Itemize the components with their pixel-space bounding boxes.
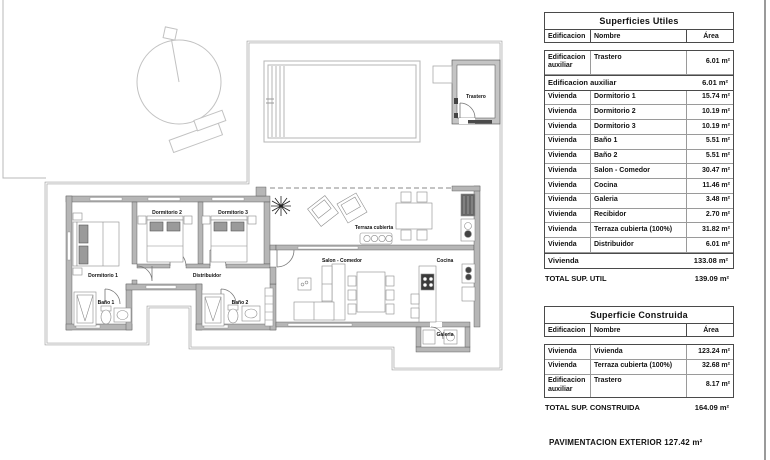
cell-edificacion: Vivienda [545,209,591,223]
col-header-area: Área [703,32,719,40]
subtotal-value: 6.01 m² [702,78,728,87]
table-superficies-utiles [544,12,734,285]
pavimentacion-note: PAVIMENTACION EXTERIOR 127.42 m² [549,438,703,447]
kitchen-furniture [411,264,475,322]
table-row [545,135,733,150]
plant-icon [271,196,291,216]
cell-area: 11.46 m² [702,181,730,189]
room-label-dormitorio1: Dormitorio 1 [88,273,118,279]
cell-edificacion: Edificacion auxiliar [545,51,591,74]
table-header [544,30,734,43]
street-edge-line [3,0,46,178]
cell-area: 123.24 m² [698,347,730,355]
subtotal-row [545,75,733,90]
cell-nombre: Baño 2 [591,150,687,164]
total-label: TOTAL SUP. CONSTRUIDA [545,403,640,412]
cell-nombre: Dormitorio 1 [591,91,687,105]
table-header [544,324,734,337]
table-row [545,194,733,209]
room-label-banio2: Baño 2 [231,300,249,306]
total-row [544,398,734,414]
cell-nombre: Salon - Comedor [591,164,687,178]
cell-area: 10.19 m² [701,107,730,115]
room-label-trastero: Trastero [466,94,486,100]
total-label: TOTAL SUP. UTIL [545,273,607,283]
cell-nombre: Cocina [591,179,687,193]
cell-edificacion: Vivienda [545,150,591,164]
total-value: 139.09 m² [694,273,729,283]
cell-area: 8.17 m² [705,381,730,389]
cell-edificacion: Vivienda [545,238,591,252]
table-row [545,209,733,224]
table-title: Superficie Construida [544,306,734,324]
total-value: 164.09 m² [694,403,729,412]
cell-edificacion: Vivienda [545,135,591,149]
lounge-chair-icon [308,196,339,227]
cell-area: 2.70 m² [705,211,730,218]
dining-table-icon [348,272,394,314]
cell-nombre: Vivienda [591,345,687,359]
room-label-dormitorio2: Dormitorio 2 [152,210,182,216]
bathroom1-fixtures [74,292,131,326]
table-row [545,150,733,165]
trastero-room [433,60,500,124]
subtotal-value: 133.08 m² [693,256,728,266]
table-row [545,51,733,75]
cell-edificacion: Vivienda [545,91,591,105]
cell-nombre: Baño 1 [591,135,687,149]
table-row [545,223,733,238]
cell-nombre: Recibidor [591,209,687,223]
cell-nombre: Dormitorio 2 [591,105,687,119]
lounge-chair-icon [337,193,367,223]
cell-area: 10.19 m² [701,122,730,130]
cell-nombre: Dormitorio 3 [591,120,687,134]
room-label-terraza: Terraza cubierta [354,225,394,231]
cell-area: 30.47 m² [701,166,730,174]
table-row [545,360,733,375]
room-label-dormitorio3: Dormitorio 3 [218,210,248,216]
table-row [545,345,733,360]
col-header-nombre: Nombre [591,30,687,42]
vent-icon [360,233,392,244]
cell-edificacion: Vivienda [545,164,591,178]
ac-unit-icon [433,66,452,83]
living-room-furniture [294,264,394,320]
table-row [545,164,733,179]
sheet-border-line [764,0,766,460]
table-superficie-construida [544,306,734,414]
table-row [545,120,733,135]
pool [264,61,420,142]
tree [137,27,226,153]
cell-edificacion: Vivienda [545,360,591,374]
cell-edificacion: Vivienda [545,120,591,134]
bathroom2-fixtures [202,288,273,326]
cell-edificacion: Vivienda [545,194,591,208]
cell-nombre: Terraza cubierta (100%) [591,223,687,237]
cell-edificacion: Vivienda [545,223,591,237]
table-row [545,375,733,398]
cell-area: 5.51 m² [705,137,730,145]
cell-area: 3.48 m² [705,196,730,204]
table-body [544,344,734,398]
cell-area: 5.51 m² [705,152,730,159]
table-body [544,50,734,269]
cell-area: 31.82 m² [701,225,730,233]
sofa-icon [294,264,345,320]
outdoor-table-icon [396,192,432,240]
col-header-edificacion: Edificacion [545,324,591,336]
cell-edificacion: Edificacion auxiliar [545,375,591,398]
bed-icon-dorm1 [73,213,119,275]
room-label-galeria: Galeria [436,332,454,338]
bed-icon-dorm2 [138,216,192,262]
cell-area: 32.68 m² [701,362,730,370]
col-header-area: Área [703,326,719,334]
cell-edificacion: Vivienda [545,179,591,193]
cell-edificacion: Vivienda [545,105,591,119]
appliance-icon [462,287,475,301]
table-row [545,179,733,194]
trastero-window-sill [468,120,492,124]
media-unit-icon [298,278,311,290]
table-row [545,105,733,120]
terrace-furniture [271,192,475,244]
table-row [545,238,733,253]
cell-area: 6.01 m² [705,57,730,65]
hob-icon [421,274,434,290]
subtotal-row [545,253,733,268]
cell-nombre: Distribuidor [591,238,687,252]
subtotal-label: Vivienda [548,256,579,266]
room-label-cocina: Cocina [436,258,454,264]
room-label-salon: Salon - Comedor [321,258,363,264]
appliance-icon [423,330,435,344]
cell-area: 6.01 m² [705,240,730,248]
table-row [545,90,733,106]
cell-edificacion: Vivienda [545,345,591,359]
room-label-distribuidor: Distribuidor [192,273,222,279]
table-title: Superficies Utiles [544,12,734,30]
cell-nombre: Terraza cubierta (100%) [591,360,687,374]
cell-nombre: Trastero [591,51,687,74]
col-header-nombre: Nombre [591,324,687,336]
cell-nombre: Galeria [591,194,687,208]
cell-nombre: Trastero [591,375,687,398]
total-row [544,269,734,285]
col-header-edificacion: Edificacion [545,30,591,42]
subtotal-label: Edificacion auxiliar [548,78,617,87]
cell-area: 15.74 m² [701,93,730,100]
room-label-banio1: Baño 1 [97,300,115,306]
